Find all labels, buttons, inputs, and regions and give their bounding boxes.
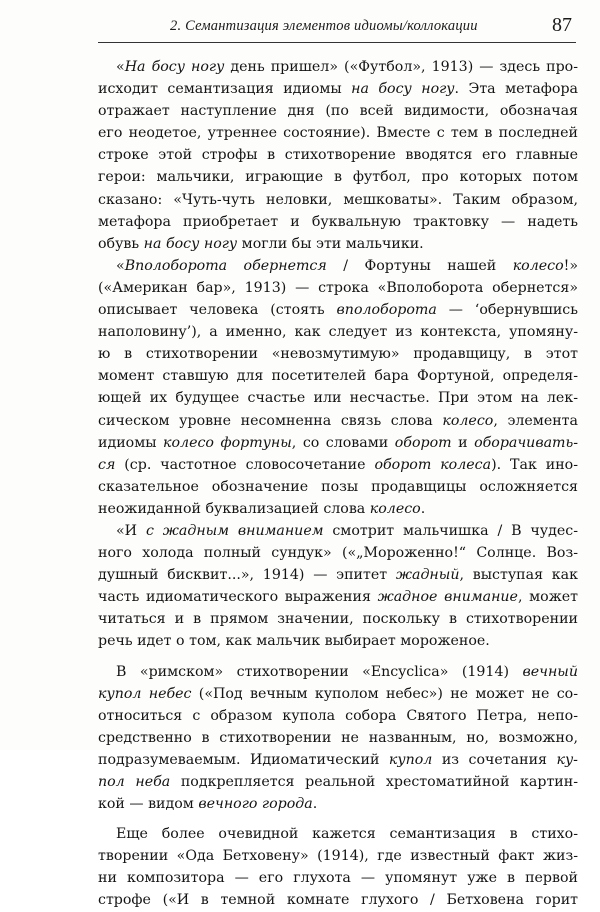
text-span: обувь bbox=[98, 235, 144, 252]
text-span: относиться с образом купола собора Святого Петра, непо- bbox=[98, 707, 578, 724]
text-line bbox=[98, 321, 578, 343]
text-span: сказано: «Чуть-чуть неловки, мешковаты». Таким образом, bbox=[98, 191, 578, 208]
text-span: день пришел» («Футбол», 1913) — здесь про- bbox=[224, 59, 578, 75]
italic-span: купол bbox=[388, 751, 433, 768]
text-line bbox=[98, 387, 578, 409]
italic-span: оборот колеса bbox=[374, 456, 492, 473]
text-line bbox=[98, 823, 578, 845]
paragraph bbox=[98, 520, 578, 653]
text-line bbox=[98, 705, 578, 727]
text-line bbox=[98, 233, 578, 255]
italic-span: оборачивать- bbox=[474, 434, 579, 451]
text-span: описывает человека (стоять bbox=[98, 302, 337, 319]
text-line bbox=[98, 608, 578, 630]
italic-span: оборот bbox=[394, 434, 452, 451]
page-number: 87 bbox=[552, 14, 572, 36]
text-span: сическом уровне несомненна связь слова bbox=[98, 412, 443, 429]
italic-span: на босу ногу bbox=[143, 235, 238, 252]
italic-span: купол небес bbox=[98, 685, 192, 702]
text-line bbox=[98, 889, 578, 911]
text-line bbox=[98, 454, 578, 476]
text-span: В «римском» стихотворении «Encyclica» (1914) bbox=[116, 663, 523, 680]
text-span: творении «Ода Бетховену» (1914), где известный факт жиз- bbox=[98, 848, 578, 865]
text-span: строфе («И в темной комнате глухого / Бетховена горит bbox=[98, 892, 578, 909]
italic-span: ку- bbox=[556, 751, 578, 768]
text-line bbox=[98, 432, 578, 454]
paragraph bbox=[98, 255, 578, 520]
text-line bbox=[98, 100, 578, 122]
paragraph-gap bbox=[98, 653, 578, 661]
text-line bbox=[98, 365, 578, 387]
text-line bbox=[98, 211, 578, 233]
text-span: строке этой строфы в стихотворение вводятся его главные bbox=[98, 147, 578, 164]
text-span: , элемента bbox=[493, 412, 578, 429]
italic-span: колесо bbox=[512, 257, 564, 274]
text-span: наполовину’), а именно, как следует из контекста, упомяну- bbox=[98, 324, 578, 341]
text-span: метафора приобретает и буквальную трактовку — надеть bbox=[98, 213, 578, 230]
text-span: идиомы bbox=[98, 434, 164, 451]
text-span: — ‘обернувшись bbox=[436, 302, 578, 319]
text-line bbox=[98, 867, 578, 889]
text-span: . Эта метафора bbox=[454, 81, 578, 98]
italic-span: пол неба bbox=[98, 774, 171, 790]
text-span: ). Так ино- bbox=[491, 456, 578, 473]
text-line bbox=[98, 299, 578, 321]
text-line bbox=[98, 343, 578, 365]
text-span: , может bbox=[517, 589, 578, 606]
text-line bbox=[98, 255, 578, 277]
italic-span: колесо bbox=[369, 500, 421, 517]
text-span: смотрит мальчишка / В чудес- bbox=[323, 522, 579, 539]
text-line bbox=[98, 277, 578, 299]
text-line bbox=[98, 564, 578, 586]
text-span: («Американ бар», 1913) — строка «Вполоборота обернется» bbox=[98, 279, 578, 296]
paragraph bbox=[98, 823, 578, 911]
text-line bbox=[98, 586, 578, 608]
italic-span: ся bbox=[98, 456, 116, 473]
text-span: . bbox=[312, 796, 318, 813]
text-span: ющей их будущее счастье или несчастье. При этом на лек- bbox=[98, 390, 578, 407]
text-span: кой — видом bbox=[98, 796, 199, 813]
italic-span: жадный bbox=[395, 567, 460, 584]
text-span: и bbox=[451, 434, 475, 451]
text-line bbox=[98, 144, 578, 166]
italic-span: жадное внимание bbox=[377, 589, 518, 606]
text-span: « bbox=[116, 257, 125, 274]
text-line bbox=[98, 498, 578, 520]
text-line bbox=[98, 727, 578, 749]
text-span: Еще более очевидной кажется семантизация в стихо- bbox=[116, 826, 578, 843]
text-span: душный бисквит...», 1914) — эпитет bbox=[98, 567, 396, 584]
text-span: средственно в стихотворении не названным, но, возможно, bbox=[98, 729, 578, 746]
text-line bbox=[98, 771, 578, 793]
text-line bbox=[98, 78, 578, 100]
text-line bbox=[98, 683, 578, 705]
text-line bbox=[98, 56, 578, 78]
text-span: ного холода полный сундук» («„Мороженно!“ Солнце. Воз- bbox=[98, 545, 578, 562]
italic-span: с жадным вниманием bbox=[145, 522, 324, 539]
text-span: сказательное обозначение позы продавщицы осложняется bbox=[98, 478, 578, 495]
text-span: часть идиоматического выражения bbox=[98, 589, 378, 606]
text-span: («Под вечным куполом небес») не может не со- bbox=[191, 685, 579, 702]
text-span: ю в стихотворении «невозмутимую» продавщицу, в этот bbox=[98, 346, 578, 363]
text-line bbox=[98, 845, 578, 867]
text-line bbox=[98, 793, 578, 815]
text-line bbox=[98, 189, 578, 211]
text-span: подразумеваемым. Идиоматический bbox=[98, 751, 389, 768]
text-span: отражает наступление дня (по всей видимости, обозначая bbox=[98, 103, 578, 120]
italic-span: вечный bbox=[522, 663, 578, 680]
text-span: подкрепляется реальной хрестоматийной картин- bbox=[170, 774, 578, 790]
text-line bbox=[98, 410, 578, 432]
text-span: неожиданной буквализацией слова bbox=[98, 500, 370, 517]
text-span: момент ставшую для посетителей бара Фортуной, определя- bbox=[98, 368, 578, 385]
text-span: читаться и в прямом значении, поскольку в стихотворении bbox=[98, 611, 578, 628]
italic-span: на босу ногу bbox=[351, 81, 455, 98]
text-span: , выступая как bbox=[459, 567, 578, 584]
italic-span: колесо фортуны bbox=[163, 434, 292, 451]
italic-span: вечного города bbox=[198, 796, 313, 813]
italic-span: колесо bbox=[442, 412, 494, 429]
paragraph-gap bbox=[98, 815, 578, 823]
text-span: из сочетания bbox=[432, 751, 557, 768]
text-span: его неодетое, утреннее состояние). Вместе с тем в последней bbox=[98, 125, 578, 142]
text-span: герои: мальчики, играющие в футбол, про которых потом bbox=[98, 169, 578, 186]
text-span: ни композитора — его глухота — упомянут уже в первой bbox=[98, 870, 578, 887]
text-span: / Фортуны нашей bbox=[326, 257, 513, 274]
running-title: 2. Семантизация элементов идиомы/коллокации bbox=[170, 18, 478, 34]
text-line bbox=[98, 476, 578, 498]
paragraph bbox=[98, 661, 578, 816]
text-span: исходит семантизация идиомы bbox=[98, 81, 352, 98]
italic-span: Вполоборота обернется bbox=[124, 257, 327, 274]
text-line bbox=[98, 630, 578, 652]
text-span: « bbox=[116, 59, 125, 75]
text-span: речь идет о том, как мальчик выбирает мороженое. bbox=[98, 633, 490, 650]
body-text bbox=[98, 56, 578, 912]
text-line bbox=[98, 749, 578, 771]
text-line bbox=[98, 122, 578, 144]
running-header bbox=[98, 14, 576, 43]
text-line bbox=[98, 166, 578, 188]
paragraph bbox=[98, 56, 578, 255]
text-span: , со словами bbox=[291, 434, 395, 451]
text-span: (ср. частотное словосочетание bbox=[115, 456, 375, 473]
text-span: могли бы эти мальчики. bbox=[237, 235, 424, 252]
text-line bbox=[98, 520, 578, 542]
text-span: !» bbox=[563, 257, 579, 274]
text-line bbox=[98, 542, 578, 564]
italic-span: На босу ногу bbox=[124, 59, 225, 75]
text-line bbox=[98, 661, 578, 683]
italic-span: вполоборота bbox=[336, 302, 437, 319]
text-span: «И bbox=[116, 522, 146, 539]
text-span: . bbox=[420, 500, 426, 517]
